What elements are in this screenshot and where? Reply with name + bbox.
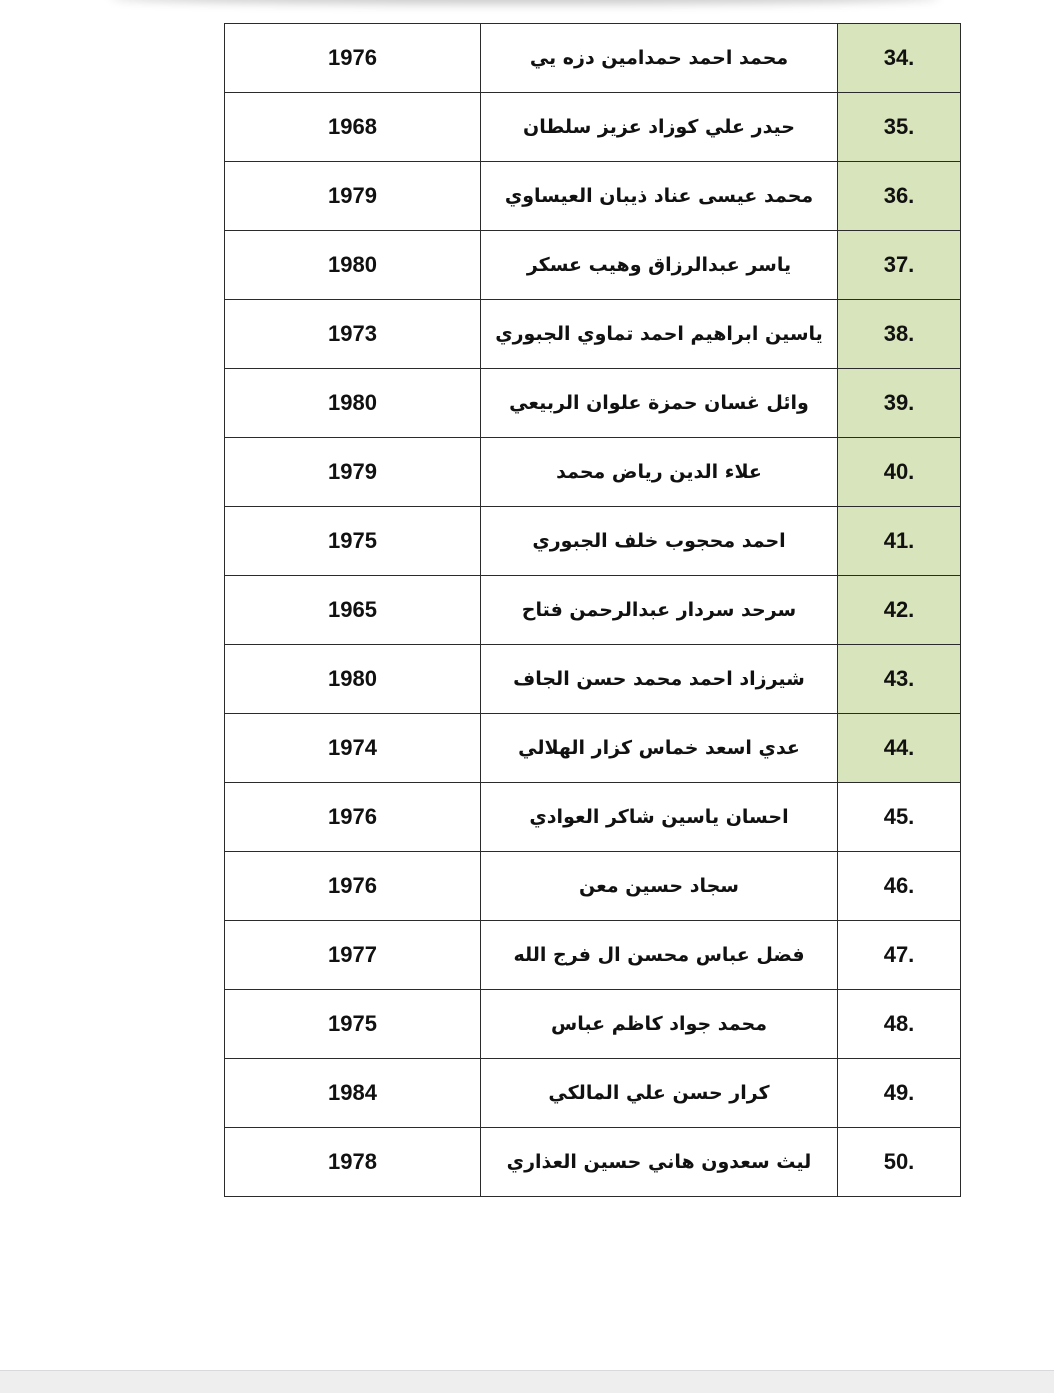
birth-year-cell: 1974 [225,714,481,783]
full-name-cell: محمد عيسى عناد ذيبان العيساوي [481,162,838,231]
row-number-cell: 41. [838,507,961,576]
full-name-cell: كرار حسن علي المالكي [481,1059,838,1128]
table-row [225,783,961,852]
table-row [225,162,961,231]
full-name-cell: علاء الدين رياض محمد [481,438,838,507]
table-row [225,231,961,300]
birth-year-cell: 1968 [225,93,481,162]
birth-year-cell: 1975 [225,507,481,576]
table-row [225,576,961,645]
table-row [225,990,961,1059]
row-number-cell: 48. [838,990,961,1059]
table-row [225,507,961,576]
row-number-cell: 38. [838,300,961,369]
row-number-cell: 40. [838,438,961,507]
row-number-cell: 47. [838,921,961,990]
full-name-cell: عدي اسعد خماس كزار الهلالي [481,714,838,783]
full-name-cell: حيدر علي كوزاد عزيز سلطان [481,93,838,162]
birth-year-cell: 1976 [225,783,481,852]
birth-year-cell: 1980 [225,231,481,300]
full-name-cell: احمد محجوب خلف الجبوري [481,507,838,576]
row-number-cell: 36. [838,162,961,231]
row-number-cell: 43. [838,645,961,714]
birth-year-cell: 1973 [225,300,481,369]
birth-year-cell: 1965 [225,576,481,645]
table-row [225,852,961,921]
row-number-cell: 34. [838,24,961,93]
full-name-cell: فضل عباس محسن ال فرج الله [481,921,838,990]
birth-year-cell: 1979 [225,438,481,507]
row-number-cell: 37. [838,231,961,300]
full-name-cell: محمد احمد حمدامين دزه يي [481,24,838,93]
full-name-cell: محمد جواد كاظم عباس [481,990,838,1059]
table-row [225,369,961,438]
row-number-cell: 45. [838,783,961,852]
row-number-cell: 42. [838,576,961,645]
birth-year-cell: 1984 [225,1059,481,1128]
table-row [225,438,961,507]
birth-year-cell: 1978 [225,1128,481,1197]
table-row [225,300,961,369]
row-number-cell: 39. [838,369,961,438]
birth-year-cell: 1975 [225,990,481,1059]
birth-year-cell: 1976 [225,24,481,93]
full-name-cell: ليث سعدون هاني حسين العذاري [481,1128,838,1197]
table-row [225,714,961,783]
full-name-cell: ياسين ابراهيم احمد تماوي الجبوري [481,300,838,369]
full-name-cell: سجاد حسين معن [481,852,838,921]
full-name-cell: سرحد سردار عبدالرحمن فتاح [481,576,838,645]
birth-year-cell: 1979 [225,162,481,231]
table-row [225,24,961,93]
table-row [225,93,961,162]
row-number-cell: 35. [838,93,961,162]
full-name-cell: ياسر عبدالرزاق وهيب عسكر [481,231,838,300]
row-number-cell: 44. [838,714,961,783]
names-table [224,23,961,1197]
table-row [225,1059,961,1128]
birth-year-cell: 1976 [225,852,481,921]
full-name-cell: احسان ياسين شاكر العوادي [481,783,838,852]
birth-year-cell: 1977 [225,921,481,990]
table-row [225,645,961,714]
table-row [225,1128,961,1197]
bottom-toolbar-strip [0,1370,1054,1393]
full-name-cell: وائل غسان حمزة علوان الربيعي [481,369,838,438]
row-number-cell: 46. [838,852,961,921]
birth-year-cell: 1980 [225,369,481,438]
birth-year-cell: 1980 [225,645,481,714]
full-name-cell: شيرزاد احمد محمد حسن الجاف [481,645,838,714]
row-number-cell: 50. [838,1128,961,1197]
table-row [225,921,961,990]
row-number-cell: 49. [838,1059,961,1128]
